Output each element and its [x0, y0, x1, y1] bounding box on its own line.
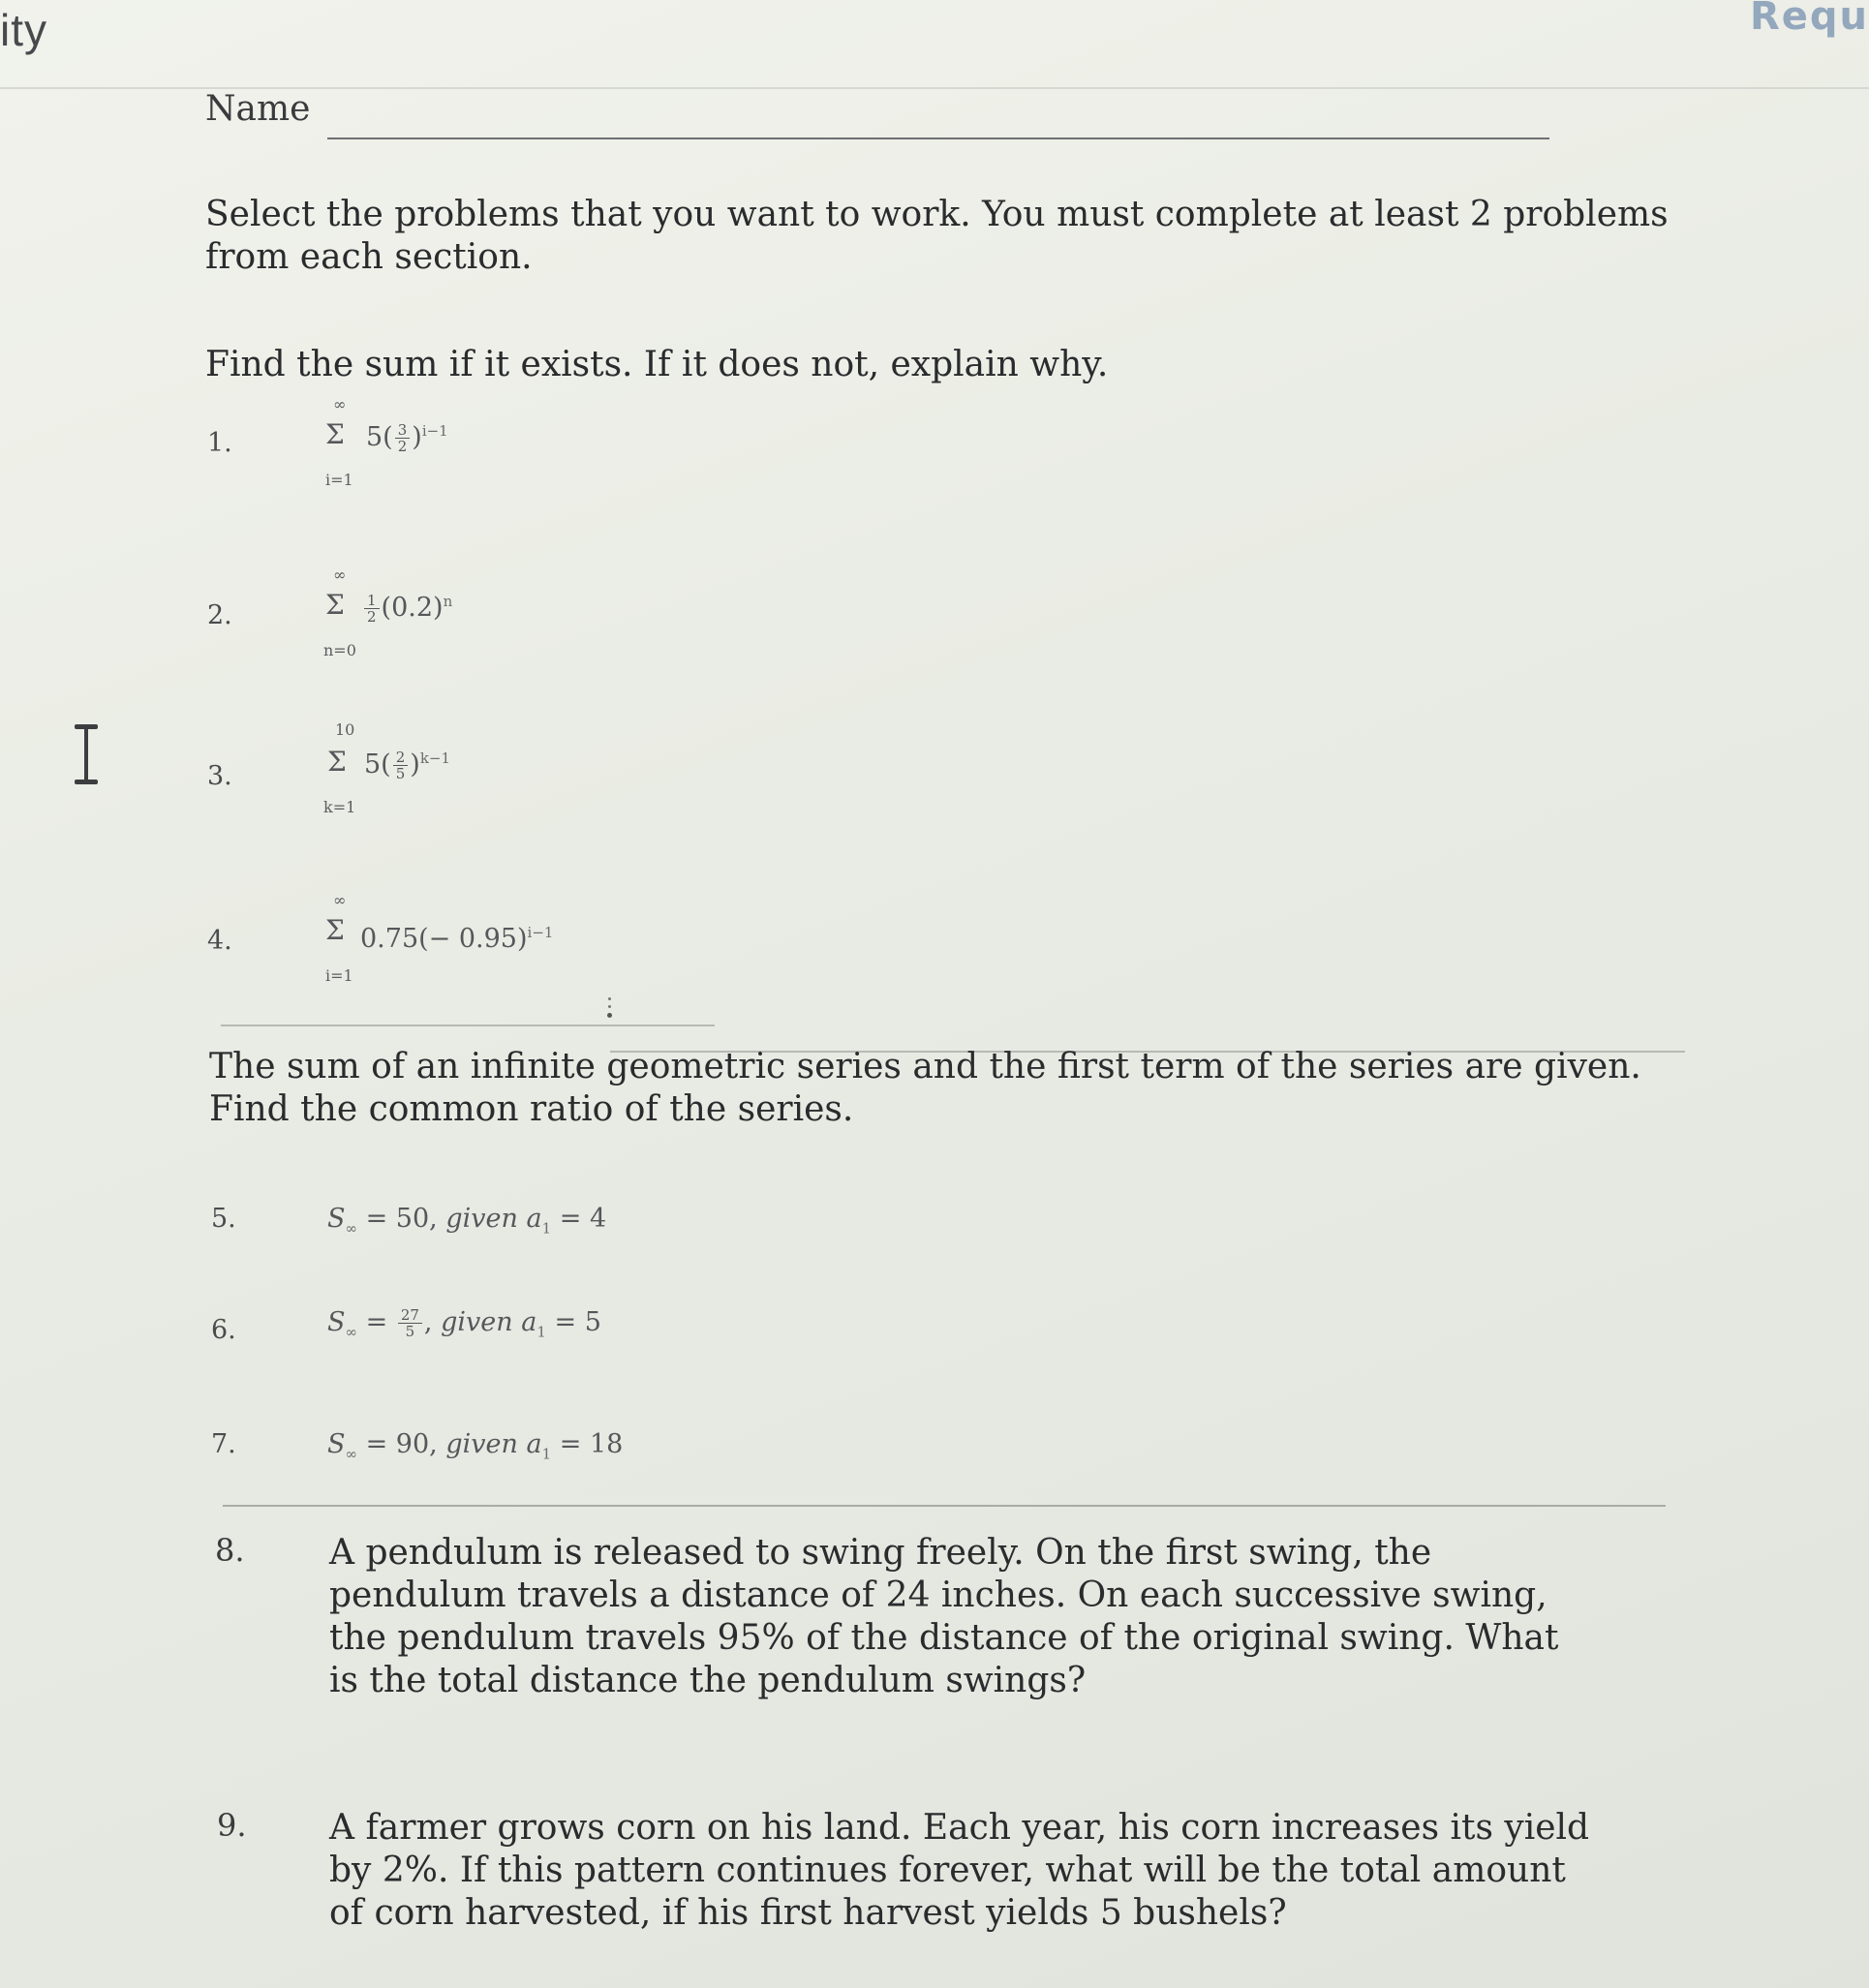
problem-6-expression: $S_\infty$ = $\frac{27}{5}$ , given $a_1 = 5$	[327, 1306, 601, 1341]
problem-9-text: A farmer grows corn on his land. Each year, his corn increases its yield by 2%. If this pattern continues forever, what will be the total amount of corn harvested, if his first harvest yields 5 bushels?	[329, 1808, 1590, 1933]
problem-5-number: 5.	[211, 1204, 236, 1234]
problem-8-number: 8.	[215, 1532, 245, 1569]
request-link-fragment[interactable]: Requ	[1749, 0, 1869, 39]
name-label: Name	[205, 89, 311, 129]
problem-8-text: A pendulum is released to swing freely. On the first swing, the pendulum travels a distance of 24 inches. On each successive swing, the pendulum travels 95% of the distance of the original swing. What is the total distance the pendulum swings?	[329, 1533, 1559, 1700]
problem-7-expression: $S_\infty = 90$, given $a_1 = 18$	[327, 1429, 624, 1463]
problem-4-expression: ∞ Σ i=1 $0.75(- 0.95)^{i-1}$	[325, 891, 554, 985]
name-field[interactable]	[327, 138, 1549, 139]
problem-1-number: 1.	[207, 428, 232, 458]
section-divider	[223, 1505, 1666, 1507]
problem-6-number: 6.	[211, 1315, 236, 1345]
problem-4-number: 4.	[207, 926, 232, 956]
section2-heading: The sum of an infinite geometric series and the first term of the series are given. Find the common ratio of the series.	[209, 1047, 1641, 1129]
problem-3-expression: 10 Σ k=1 5( $\frac{2}{5}$ )$^{k-1}$	[323, 720, 451, 816]
instructions-text: Select the problems that you want to work. You must complete at least 2 problems from each section.	[205, 195, 1669, 277]
problem-1-expression: ∞ Σ i=1 5( $\frac{3}{2}$ )$^{i-1}$	[325, 395, 448, 489]
problem-5-expression: $S_\infty = 50$, given $a_1 = 4$	[327, 1204, 607, 1238]
problem-7-number: 7.	[211, 1429, 236, 1459]
problem-9-number: 9.	[217, 1807, 247, 1844]
section-divider	[221, 1025, 715, 1026]
problem-2-expression: ∞ Σ n=0 $\frac{1}{2}$ $(0.2)^n$	[323, 566, 453, 659]
problem-2-number: 2.	[207, 600, 232, 630]
problem-3-number: 3.	[207, 761, 232, 791]
text-cursor-icon	[72, 724, 101, 784]
scroll-marker	[607, 997, 613, 1023]
section1-heading: Find the sum if it exists. If it does not, explain why.	[205, 345, 1109, 384]
app-title-fragment: ity	[0, 5, 47, 55]
